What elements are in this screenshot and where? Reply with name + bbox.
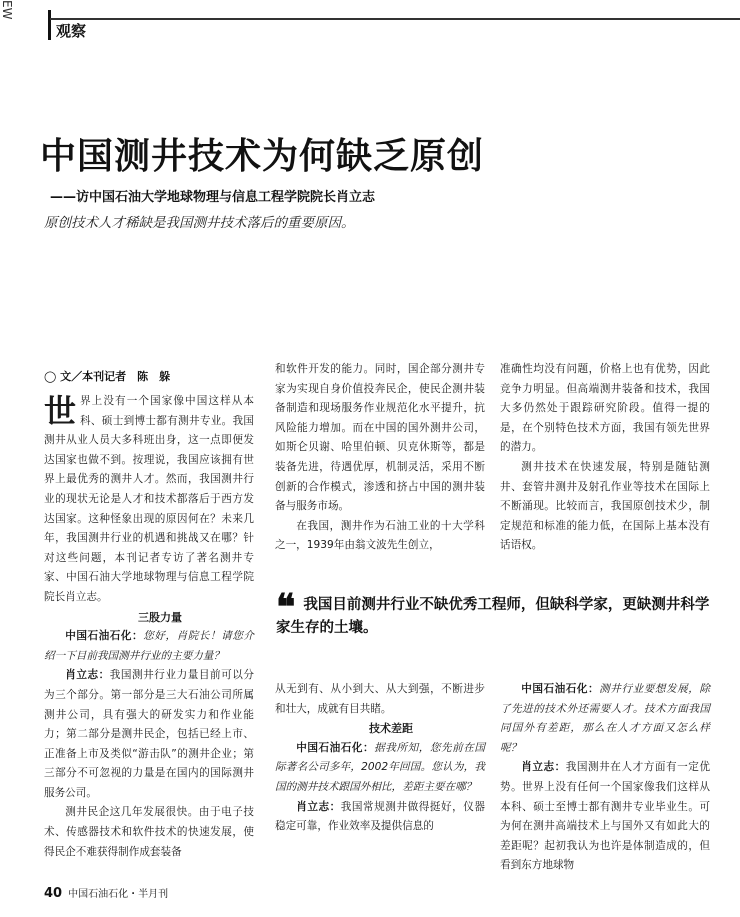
question-3: 中国石油石化：测井行业要想发展，除了先进的技术外还需要人才。技术方面我国同国外有差距，那么在人才方面又怎么样呢？ — [500, 683, 711, 754]
dropcap: 世 — [44, 392, 77, 430]
circle-icon: ◯ — [44, 370, 57, 383]
section-label: 观察 — [56, 22, 87, 40]
quote-icon: ❝ — [276, 586, 296, 628]
byline — [44, 368, 170, 384]
answer-1: 肖立志：我国测井行业力量目前可以分为三个部分。第一部分是三大石油公司所属测井公司，具有强大的研发实力和作业能力；第二部分是测井民企，包括已经上市、正准备上市及类似“游击队”的测井企业；第三部分不可忽视的力量是在国内的国际测井服务公司。 — [44, 669, 255, 799]
paragraph-3a: 准确性均没有问题，价格上也有优势，因此竞争力明显。但高端测井装备和技术，我国大多仍然处于跟踪研究阶段。值得一提的是，在个别特色技术方面，我国有领先世界的潜力。 — [500, 363, 710, 454]
section-heading-1: 三股力量 — [138, 610, 182, 624]
article-lede: 原创技术人才稀缺是我国测井技术落后的重要原因。 — [44, 215, 355, 231]
column-3-top — [500, 360, 710, 556]
header-rule — [50, 18, 740, 20]
page-number: 40 — [44, 886, 63, 901]
byline-text: 文／本刊记者 陈 躲 — [60, 370, 171, 383]
header-bar — [48, 10, 51, 40]
column-2-bottom — [275, 680, 485, 837]
question-2: 中国石油石化：据我所知，您先前在国际著名公司多年，2002年回国。您认为，我国的测井技术跟国外相比，差距主要在哪？ — [275, 741, 486, 793]
column-3-bottom — [500, 680, 710, 876]
article-subtitle: ——访中国石油大学地球物理与信息工程学院院长肖立志 — [50, 190, 376, 205]
article-title: 中国测井技术为何缺乏原创 — [40, 135, 485, 177]
pull-quote — [276, 586, 712, 639]
paragraph-3b: 测井技术在快速发展，特别是随钻测井、套管井测井及射孔作业等技术在国际上不断涌现。比较而言，我国原创技术少，制定规范和标准的能力低，在国际上基本没有话语权。 — [500, 460, 710, 552]
paragraph-2a: 和软件开发的能力。同时，国企部分测井专家为实现自身价值投奔民企，使民企测井装备制造和现场服务作业规范化水平提升，抗风险能力增加。而在中国的国外测井公司，如斯仑贝谢、哈里伯顿、贝克休斯等，都是装备先进，待遇优厚，机制灵活，采用不断创新的合作模式，渗透和挤占中国的测井装备与服务市场。 — [275, 363, 485, 513]
column-2-top — [275, 360, 485, 556]
paragraph-2b: 在我国，测井作为石油工业的十大学科之一，1939年由翁文波先生创立， — [275, 519, 485, 552]
section-heading-2: 技术差距 — [369, 722, 413, 736]
pull-quote-text: 我国目前测井行业不缺优秀工程师，但缺科学家，更缺测井科学家生存的土壤。 — [276, 597, 710, 636]
paragraph-2c: 从无到有、从小到大、从大到强，不断进步和壮大，成就有目共睹。 — [275, 683, 485, 715]
magazine-name: 中国石油石化・半月刊 — [68, 889, 169, 900]
intro-text: 界上没有一个国家像中国这样从本科、硕士到博士都有测井专业。我国测井从业人员大多科班出身，这一点即便发达国家也做不到。按理说，我国应该拥有世界上最优秀的测井人才。然而，我国测井行业的现状无论是人才和技术都落后于西方发达国家。这种怪象出现的原因何在？未来几年，我国测井行业的机遇和挑战又在哪？针对这些问题，本刊记者专访了著名测井专家、中国石油大学地球物理与信息工程学院院长肖立志。 — [44, 395, 254, 603]
question-1: 中国石油石化：您好，肖院长！请您介绍一下目前我国测井行业的主要力量？ — [44, 630, 255, 662]
answer-3: 肖立志：我国测井在人才方面有一定优势。世界上没有任何一个国家像我们这样从本科、硕士至博士都有测井专业毕业生。可为何在测井高端技术上与国外又有如此大的差距呢？起初我认为也许是体制造成的，但看到东方地球物 — [500, 761, 711, 872]
answer-2: 肖立志：我国常规测井做得挺好，仪器稳定可靠，作业效率及提供信息的 — [275, 800, 486, 833]
header-side-text: EW — [0, 0, 14, 20]
footer — [44, 885, 168, 901]
column-1 — [44, 392, 254, 862]
paragraph-1b: 测井民企这几年发展很快。由于电子技术、传感器技术和软件技术的快速发展，使得民企不难获得制作成套装备 — [44, 806, 254, 858]
